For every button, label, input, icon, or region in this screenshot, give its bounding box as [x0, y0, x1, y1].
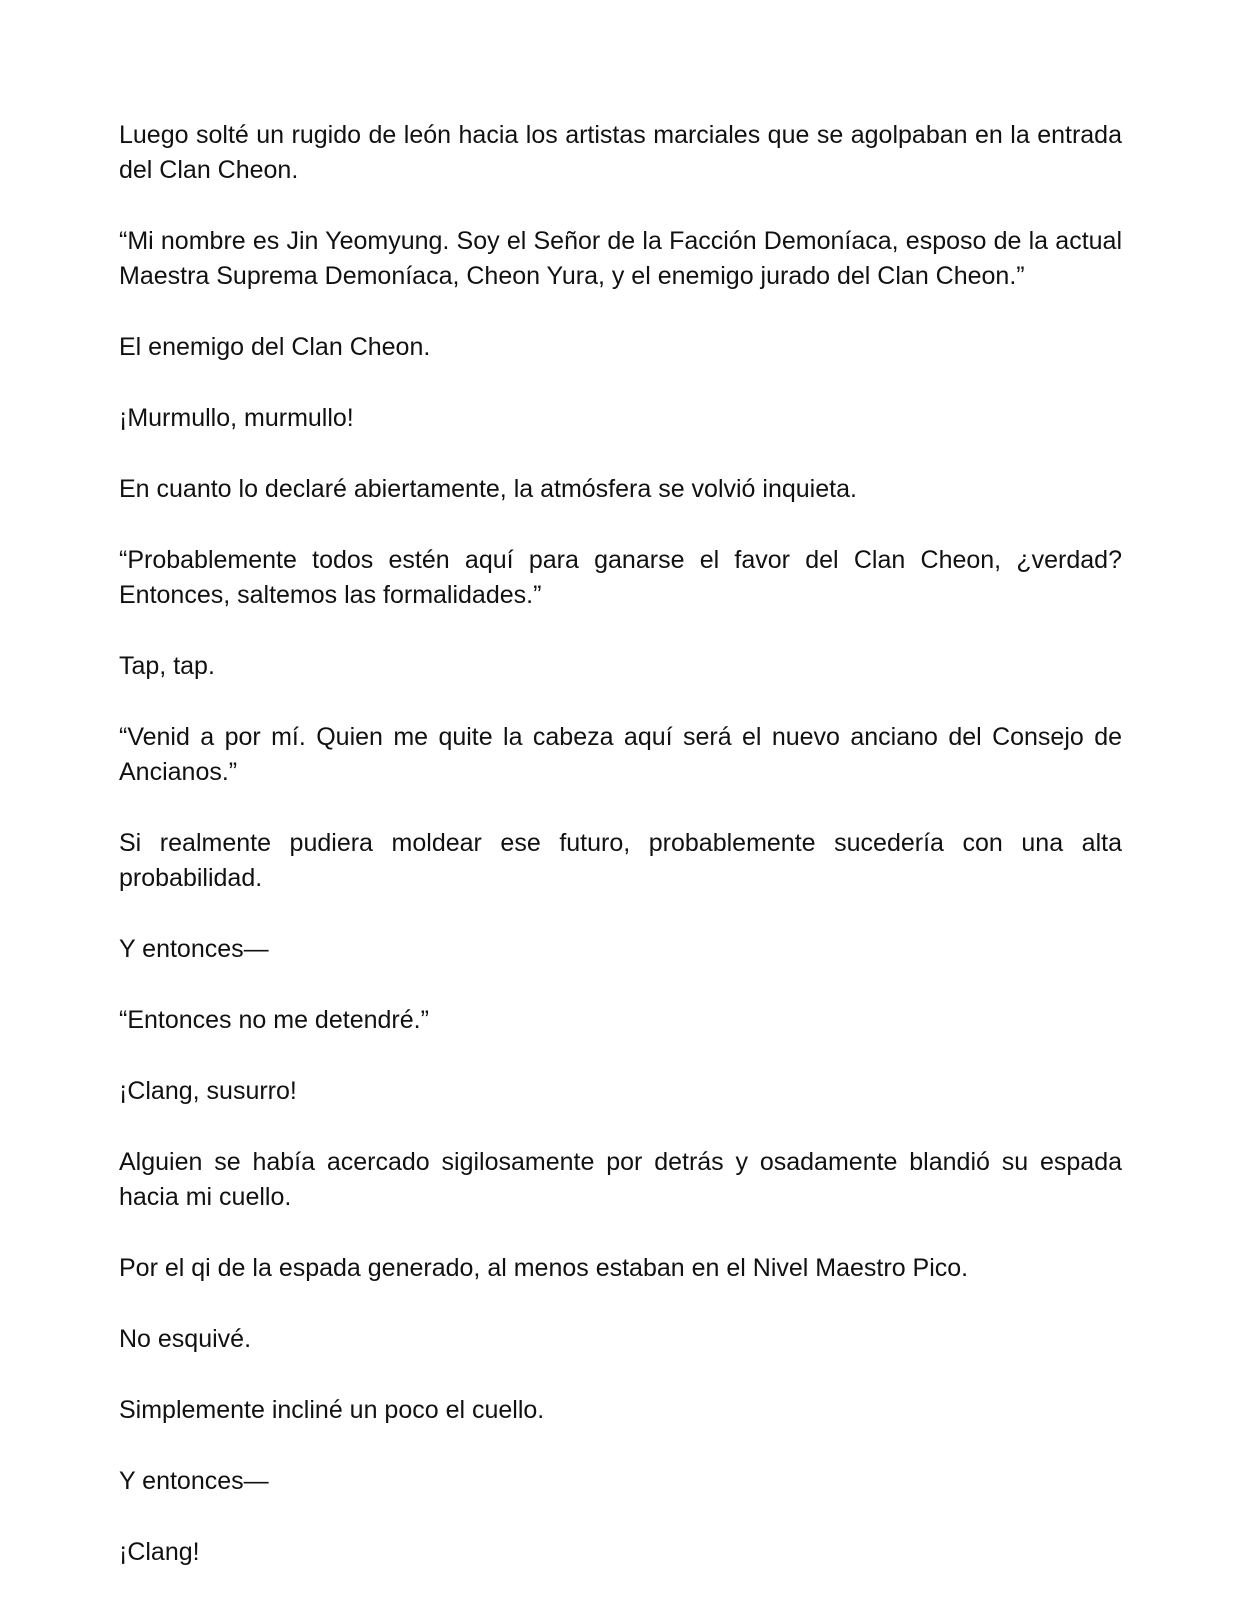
paragraph: ¡Clang!	[119, 1538, 200, 1566]
paragraph: Y entonces—	[119, 1467, 269, 1495]
paragraph: En cuanto lo declaré abiertamente, la atmósfera se volvió inquieta.	[119, 475, 857, 503]
paragraph: El enemigo del Clan Cheon.	[119, 333, 431, 361]
paragraph: “Probablemente todos estén aquí para ganarse el favor del Clan Cheon, ¿verdad? Entonces, saltemos las formalidades.”	[119, 546, 1122, 609]
paragraph: Por el qi de la espada generado, al menos estaban en el Nivel Maestro Pico.	[119, 1254, 969, 1282]
paragraph: ¡Clang, susurro!	[119, 1077, 297, 1105]
paragraph: “Venid a por mí. Quien me quite la cabeza aquí será el nuevo anciano del Consejo de Ancianos.”	[119, 723, 1122, 786]
paragraph: Tap, tap.	[119, 652, 215, 680]
paragraph: Alguien se había acercado sigilosamente por detrás y osadamente blandió su espada hacia mi cuello.	[119, 1148, 1122, 1211]
paragraph: No esquivé.	[119, 1325, 252, 1353]
paragraph: Si realmente pudiera moldear ese futuro, probablemente sucedería con una alta probabilidad.	[119, 829, 1122, 892]
paragraph: Y entonces—	[119, 935, 269, 963]
paragraph: “Entonces no me detendré.”	[119, 1006, 429, 1034]
paragraph: ¡Murmullo, murmullo!	[119, 404, 354, 432]
paragraph: Luego solté un rugido de león hacia los artistas marciales que se agolpaban en la entrada del Clan Cheon.	[119, 121, 1122, 184]
paragraph: Simplemente incliné un poco el cuello.	[119, 1396, 545, 1424]
document-body	[119, 118, 1122, 1570]
paragraph: “Mi nombre es Jin Yeomyung. Soy el Señor de la Facción Demoníaca, esposo de la actual Maestra Suprema Demoníaca, Cheon Yura, y el enemigo jurado del Clan Cheon.”	[119, 227, 1122, 290]
